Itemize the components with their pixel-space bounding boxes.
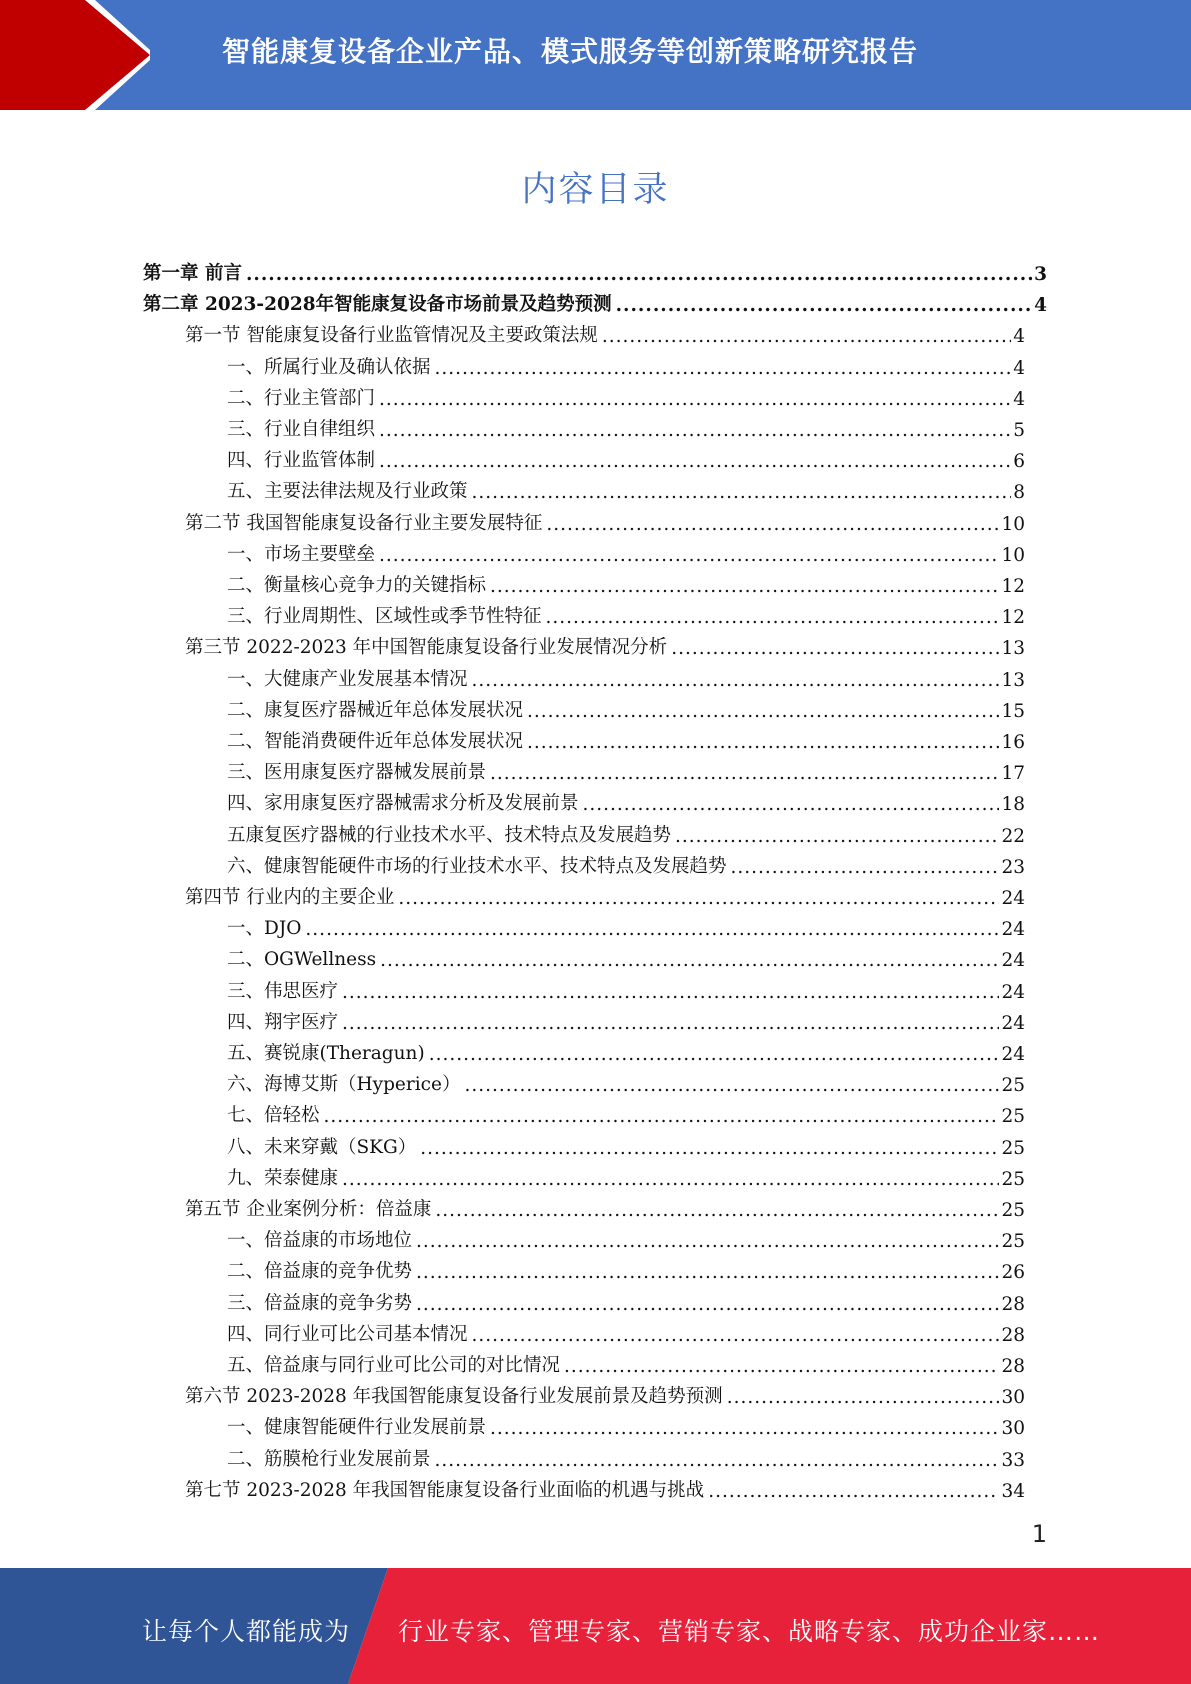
toc-entry-label: 一、大健康产业发展基本情况 — [227, 668, 468, 690]
toc-entry-page: 5 — [1013, 420, 1025, 441]
toc-dot-leader — [675, 826, 999, 847]
toc-entry[interactable] — [227, 1252, 1025, 1283]
toc-entry-label: 第七节 2023-2028 年我国智能康复设备行业面临的机遇与挑战 — [185, 1479, 705, 1501]
toc-entry-label: 四、翔宇医疗 — [227, 1011, 339, 1033]
toc-dot-leader — [398, 888, 999, 909]
toc-dot-leader — [379, 451, 1011, 472]
toc-entry-label: 九、荣泰健康 — [227, 1167, 339, 1189]
toc-entry[interactable] — [227, 784, 1025, 815]
toc-entry-page: 24 — [1001, 950, 1025, 972]
toc-entry-page: 25 — [1001, 1200, 1025, 1221]
toc-entry-page: 28 — [1001, 1324, 1025, 1346]
red-chevron-icon — [0, 0, 150, 110]
toc-entry[interactable] — [227, 1346, 1025, 1377]
toc-entry[interactable] — [227, 1003, 1025, 1034]
toc-dot-leader — [527, 732, 999, 753]
toc-dot-leader — [464, 1075, 999, 1096]
toc-entry-label: 五、赛锐康(Theragun) — [227, 1043, 425, 1064]
toc-entry[interactable] — [227, 1159, 1025, 1190]
toc-entry-page: 4 — [1013, 388, 1025, 410]
toc-entry-label: 五康复医疗器械的行业技术水平、技术特点及发展趋势 — [227, 824, 672, 846]
toc-entry-page: 24 — [1001, 981, 1025, 1003]
toc-entry-label: 五、主要法律法规及行业政策 — [227, 481, 468, 503]
toc-entry-label: 二、康复医疗器械近年总体发展状况 — [227, 699, 524, 721]
toc-dot-leader — [490, 576, 999, 597]
page-number: 1 — [1031, 1520, 1047, 1548]
toc-dot-leader — [246, 264, 1032, 285]
toc-entry-label: 一、市场主要壁垒 — [227, 543, 376, 565]
toc-entry[interactable] — [227, 1315, 1025, 1346]
toc-dot-leader — [342, 1013, 999, 1034]
toc-entry[interactable] — [227, 379, 1025, 410]
toc-dot-leader — [564, 1356, 999, 1377]
toc-entry-label: 四、家用康复医疗器械需求分析及发展前景 — [227, 793, 579, 815]
toc-entry[interactable] — [227, 535, 1025, 566]
toc-entry[interactable] — [227, 847, 1025, 878]
report-header-band — [0, 0, 1191, 110]
footer-slogan-right: 行业专家、管理专家、营销专家、战略专家、成功企业家…… — [398, 1617, 1101, 1646]
toc-dot-leader — [416, 1231, 999, 1252]
toc-entry-label: 二、衡量核心竞争力的关键指标 — [227, 575, 487, 596]
toc-dot-leader — [708, 1481, 999, 1502]
toc-entry-label: 第四节 行业内的主要企业 — [185, 887, 395, 908]
toc-entry-page: 22 — [1001, 825, 1025, 847]
toc-entry-page: 15 — [1001, 700, 1025, 722]
toc-entry-label: 三、伟思医疗 — [227, 980, 339, 1002]
toc-entry-label: 三、行业自律组织 — [227, 419, 376, 440]
toc-entry[interactable] — [227, 597, 1025, 628]
toc-entry-page: 18 — [1001, 794, 1025, 816]
toc-entry[interactable] — [227, 691, 1025, 722]
toc-entry-page: 24 — [1001, 1044, 1025, 1065]
toc-entry-label: 第三节 2022-2023 年中国智能康复设备行业发展情况分析 — [185, 637, 668, 659]
toc-dot-leader — [379, 420, 1011, 441]
toc-dot-leader — [379, 545, 999, 566]
toc-dot-leader — [324, 1106, 1000, 1127]
toc-entry-page: 23 — [1001, 856, 1025, 878]
toc-entry-label: 二、筋膜枪行业发展前景 — [227, 1448, 431, 1470]
toc-entry[interactable] — [227, 472, 1025, 503]
toc-entry-label: 二、智能消费硬件近年总体发展状况 — [227, 731, 524, 752]
toc-entry-label: 七、倍轻松 — [227, 1105, 320, 1127]
toc-entry-page: 25 — [1001, 1075, 1025, 1097]
toc-entry-page: 13 — [1001, 669, 1025, 691]
toc-entry-page: 28 — [1001, 1356, 1025, 1377]
toc-entry[interactable] — [185, 1190, 1025, 1221]
toc-dot-leader — [420, 1138, 999, 1159]
toc-dot-leader — [416, 1294, 999, 1315]
toc-dot-leader — [490, 763, 999, 784]
toc-entry-page: 4 — [1034, 295, 1047, 317]
toc-dot-leader — [602, 326, 1011, 347]
toc-entry-page: 30 — [1001, 1418, 1025, 1440]
toc-entry[interactable] — [227, 660, 1025, 691]
toc-entry-page: 24 — [1001, 1012, 1025, 1034]
toc-entry[interactable] — [185, 1377, 1025, 1408]
toc-dot-leader — [435, 1450, 1000, 1471]
toc-entry[interactable] — [227, 722, 1025, 753]
toc-entry[interactable] — [227, 1065, 1025, 1096]
toc-entry-label: 三、倍益康的竞争劣势 — [227, 1292, 413, 1314]
toc-entry[interactable] — [227, 1128, 1025, 1159]
toc-entry-label: 八、未来穿戴（SKG） — [227, 1136, 417, 1158]
toc-entry-label: 六、海博艾斯（Hyperice） — [227, 1074, 461, 1096]
toc-entry[interactable] — [227, 566, 1025, 597]
toc-dot-leader — [583, 794, 1000, 815]
toc-dot-leader — [671, 638, 999, 659]
toc-entry-page: 17 — [1001, 763, 1025, 785]
toc-dot-leader — [435, 1200, 999, 1221]
toc-entry-page: 12 — [1001, 607, 1025, 629]
toc-entry-page: 25 — [1001, 1137, 1025, 1159]
toc-entry-page: 10 — [1001, 513, 1025, 535]
toc-entry-label: 第二章 2023-2028年智能康复设备市场前景及趋势预测 — [143, 294, 612, 316]
toc-entry-label: 四、行业监管体制 — [227, 450, 376, 472]
toc-entry-page: 30 — [1001, 1387, 1025, 1409]
toc-dot-leader — [472, 482, 1012, 503]
toc-dot-leader — [379, 389, 1011, 410]
toc-entry-label: 一、所属行业及确认依据 — [227, 356, 431, 378]
toc-entry[interactable] — [227, 441, 1025, 472]
toc-entry-label: 三、医用康复医疗器械发展前景 — [227, 762, 487, 784]
toc-entry-label: 三、行业周期性、区域性或季节性特征 — [227, 606, 542, 628]
toc-entry[interactable] — [185, 878, 1025, 909]
toc-entry-page: 34 — [1001, 1480, 1025, 1502]
toc-entry[interactable] — [227, 1221, 1025, 1252]
toc-entry-page: 26 — [1001, 1262, 1025, 1284]
toc-entry-label: 第五节 企业案例分析：倍益康 — [185, 1199, 432, 1220]
toc-entry-label: 第二节 我国智能康复设备行业主要发展特征 — [185, 512, 543, 534]
toc-entry[interactable] — [227, 1096, 1025, 1127]
toc-entry[interactable] — [227, 816, 1025, 847]
toc-entry[interactable] — [227, 972, 1025, 1003]
toc-entry-page: 25 — [1001, 1168, 1025, 1190]
toc-dot-leader — [731, 857, 1000, 878]
toc-entry-label: 二、行业主管部门 — [227, 387, 376, 409]
toc-entry-page: 12 — [1001, 576, 1025, 597]
toc-dot-leader — [380, 950, 999, 971]
toc-entry[interactable] — [185, 504, 1025, 535]
toc-dot-leader — [472, 1325, 1000, 1346]
toc-dot-leader — [727, 1387, 1000, 1408]
toc-dot-leader — [342, 1169, 999, 1190]
toc-entry-label: 一、倍益康的市场地位 — [227, 1230, 413, 1252]
toc-entry-label: 二、OGWellness — [227, 949, 377, 971]
toc-entry-page: 16 — [1001, 732, 1025, 753]
toc-entry[interactable] — [227, 410, 1025, 441]
toc-entry-page: 8 — [1013, 482, 1025, 504]
toc-entry-page: 24 — [1001, 888, 1025, 909]
toc-dot-leader — [527, 701, 999, 722]
toc-entry[interactable] — [227, 1440, 1025, 1471]
toc-entry-label: 四、同行业可比公司基本情况 — [227, 1323, 468, 1345]
toc-entry-page: 3 — [1034, 264, 1047, 285]
report-title: 智能康复设备企业产品、模式服务等创新策略研究报告 — [222, 35, 919, 68]
toc-entry[interactable] — [227, 940, 1025, 971]
toc-entry-label: 第六节 2023-2028 年我国智能康复设备行业发展前景及趋势预测 — [185, 1386, 723, 1408]
toc-dot-leader — [546, 514, 999, 535]
toc-entry-label: 一、健康智能硬件行业发展前景 — [227, 1417, 487, 1439]
toc-entry-page: 4 — [1013, 357, 1025, 379]
toc-dot-leader — [472, 670, 1000, 691]
toc-entry-page: 28 — [1001, 1293, 1025, 1315]
toc-entry-page: 33 — [1001, 1449, 1025, 1471]
toc-entry[interactable] — [227, 348, 1025, 379]
toc-entry[interactable] — [185, 316, 1025, 347]
toc-entry-page: 25 — [1001, 1231, 1025, 1253]
toc-entry-page: 13 — [1001, 638, 1025, 660]
toc-entry[interactable] — [185, 628, 1025, 659]
toc-dot-leader — [429, 1044, 1000, 1065]
toc-entry-label: 六、健康智能硬件市场的行业技术水平、技术特点及发展趋势 — [227, 855, 727, 877]
toc-entry-label: 第一节 智能康复设备行业监管情况及主要政策法规 — [185, 325, 598, 347]
toc-entry[interactable] — [227, 1034, 1025, 1065]
toc-dot-leader — [490, 1418, 999, 1439]
toc-entry[interactable] — [143, 254, 1047, 285]
toc-entry-page: 25 — [1001, 1106, 1025, 1128]
toc-entry[interactable] — [227, 1284, 1025, 1315]
toc-entry[interactable] — [227, 753, 1025, 784]
toc-entry-label: 第一章 前言 — [143, 263, 242, 284]
toc-entry-page: 10 — [1001, 544, 1025, 566]
toc-entry[interactable] — [185, 1471, 1025, 1502]
toc-entry[interactable] — [227, 1408, 1025, 1439]
toc-dot-leader — [416, 1262, 999, 1283]
toc-entry[interactable] — [143, 285, 1047, 316]
toc-entry-label: 一、DJO — [227, 918, 302, 940]
toc-entry-label: 二、倍益康的竞争优势 — [227, 1261, 413, 1283]
toc-entry-page: 6 — [1013, 451, 1025, 473]
toc-dot-leader — [342, 982, 999, 1003]
toc-heading: 内容目录 — [521, 170, 670, 210]
toc-dot-leader — [546, 607, 1000, 628]
toc-dot-leader — [305, 919, 999, 940]
footer-slogan-left: 让每个人都能成为 — [142, 1617, 351, 1646]
toc-entry-label: 五、倍益康与同行业可比公司的对比情况 — [227, 1355, 561, 1376]
toc-entry-page: 24 — [1001, 919, 1025, 941]
toc-dot-leader — [435, 358, 1012, 379]
toc-entry-page: 4 — [1013, 326, 1025, 348]
toc-entry[interactable] — [227, 909, 1025, 940]
toc-dot-leader — [616, 295, 1033, 316]
